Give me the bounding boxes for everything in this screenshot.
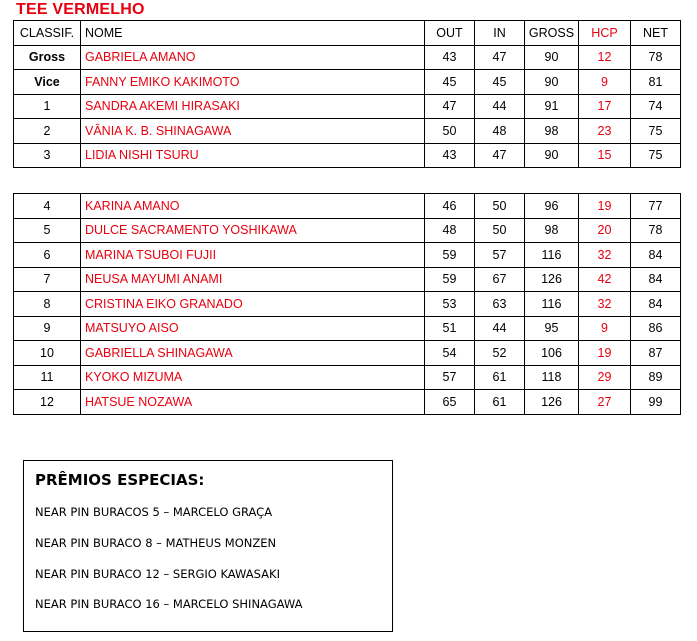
cell-classif: 8 xyxy=(14,292,81,317)
cell-net: 75 xyxy=(631,143,681,168)
header-gross: GROSS xyxy=(525,21,579,46)
cell-gross: 90 xyxy=(525,70,579,95)
prizes-title: PRÊMIOS ESPECIAS: xyxy=(35,471,205,489)
header-nome: NOME xyxy=(81,21,425,46)
header-hcp: HCP xyxy=(579,21,631,46)
cell-in: 44 xyxy=(475,316,525,341)
cell-in: 44 xyxy=(475,94,525,119)
cell-out: 45 xyxy=(425,70,475,95)
cell-hcp: 19 xyxy=(579,194,631,219)
cell-classif: 2 xyxy=(14,119,81,144)
cell-out: 43 xyxy=(425,143,475,168)
cell-gross: 90 xyxy=(525,143,579,168)
cell-out: 57 xyxy=(425,365,475,390)
cell-in: 57 xyxy=(475,243,525,268)
cell-classif: 10 xyxy=(14,341,81,366)
cell-nome: LIDIA NISHI TSURU xyxy=(81,143,425,168)
cell-gross: 91 xyxy=(525,94,579,119)
cell-gross: 116 xyxy=(525,292,579,317)
table-row xyxy=(14,94,681,119)
cell-hcp: 42 xyxy=(579,267,631,292)
cell-nome: VÂNIA K. B. SHINAGAWA xyxy=(81,119,425,144)
cell-hcp: 32 xyxy=(579,243,631,268)
cell-nome: MARINA TSUBOI FUJII xyxy=(81,243,425,268)
cell-gross: 98 xyxy=(525,218,579,243)
cell-net: 89 xyxy=(631,365,681,390)
cell-gross: 96 xyxy=(525,194,579,219)
cell-in: 67 xyxy=(475,267,525,292)
cell-classif: 11 xyxy=(14,365,81,390)
cell-in: 45 xyxy=(475,70,525,95)
cell-nome: DULCE SACRAMENTO YOSHIKAWA xyxy=(81,218,425,243)
cell-in: 50 xyxy=(475,194,525,219)
table-row xyxy=(14,45,681,70)
cell-net: 81 xyxy=(631,70,681,95)
cell-nome: CRISTINA EIKO GRANADO xyxy=(81,292,425,317)
cell-net: 74 xyxy=(631,94,681,119)
cell-nome: NEUSA MAYUMI ANAMI xyxy=(81,267,425,292)
cell-classif: 3 xyxy=(14,143,81,168)
cell-nome: SANDRA AKEMI HIRASAKI xyxy=(81,94,425,119)
table-row xyxy=(14,119,681,144)
cell-net: 84 xyxy=(631,243,681,268)
cell-out: 47 xyxy=(425,94,475,119)
cell-out: 50 xyxy=(425,119,475,144)
page-title: TEE VERMELHO xyxy=(16,1,145,18)
header-net: NET xyxy=(631,21,681,46)
prize-item: NEAR PIN BURACO 8 – MATHEUS MONZEN xyxy=(35,536,277,550)
cell-nome: GABRIELA AMANO xyxy=(81,45,425,70)
cell-hcp: 27 xyxy=(579,390,631,415)
cell-hcp: 12 xyxy=(579,45,631,70)
table-row xyxy=(14,143,681,168)
cell-out: 53 xyxy=(425,292,475,317)
cell-nome: KARINA AMANO xyxy=(81,194,425,219)
table-row xyxy=(14,341,681,366)
header-classif: CLASSIF. xyxy=(14,21,81,46)
cell-net: 77 xyxy=(631,194,681,219)
cell-hcp: 9 xyxy=(579,316,631,341)
cell-gross: 106 xyxy=(525,341,579,366)
cell-nome: HATSUE NOZAWA xyxy=(81,390,425,415)
table-row xyxy=(14,218,681,243)
cell-nome: FANNY EMIKO KAKIMOTO xyxy=(81,70,425,95)
cell-in: 61 xyxy=(475,390,525,415)
cell-out: 54 xyxy=(425,341,475,366)
cell-hcp: 17 xyxy=(579,94,631,119)
cell-hcp: 15 xyxy=(579,143,631,168)
cell-out: 59 xyxy=(425,243,475,268)
cell-out: 51 xyxy=(425,316,475,341)
cell-net: 87 xyxy=(631,341,681,366)
cell-net: 86 xyxy=(631,316,681,341)
cell-gross: 118 xyxy=(525,365,579,390)
cell-net: 99 xyxy=(631,390,681,415)
cell-nome: KYOKO MIZUMA xyxy=(81,365,425,390)
table-row xyxy=(14,243,681,268)
cell-in: 63 xyxy=(475,292,525,317)
results-table-rest xyxy=(13,193,681,415)
cell-net: 78 xyxy=(631,45,681,70)
cell-classif: 12 xyxy=(14,390,81,415)
cell-hcp: 20 xyxy=(579,218,631,243)
cell-out: 43 xyxy=(425,45,475,70)
cell-classif: 6 xyxy=(14,243,81,268)
special-prizes-box xyxy=(23,460,393,632)
cell-hcp: 9 xyxy=(579,70,631,95)
cell-classif: Vice xyxy=(14,70,81,95)
cell-net: 75 xyxy=(631,119,681,144)
prize-item: NEAR PIN BURACOS 5 – MARCELO GRAÇA xyxy=(35,505,273,519)
header-in: IN xyxy=(475,21,525,46)
prize-item: NEAR PIN BURACO 12 – SERGIO KAWASAKI xyxy=(35,567,280,581)
cell-nome: GABRIELLA SHINAGAWA xyxy=(81,341,425,366)
cell-gross: 98 xyxy=(525,119,579,144)
cell-hcp: 32 xyxy=(579,292,631,317)
table-row xyxy=(14,267,681,292)
cell-hcp: 23 xyxy=(579,119,631,144)
cell-nome: MATSUYO AISO xyxy=(81,316,425,341)
cell-classif: 7 xyxy=(14,267,81,292)
cell-in: 47 xyxy=(475,143,525,168)
cell-out: 65 xyxy=(425,390,475,415)
cell-in: 52 xyxy=(475,341,525,366)
cell-gross: 95 xyxy=(525,316,579,341)
cell-hcp: 29 xyxy=(579,365,631,390)
cell-classif: 1 xyxy=(14,94,81,119)
cell-classif: 4 xyxy=(14,194,81,219)
cell-out: 59 xyxy=(425,267,475,292)
prize-item: NEAR PIN BURACO 16 – MARCELO SHINAGAWA xyxy=(35,597,303,611)
cell-net: 84 xyxy=(631,267,681,292)
cell-gross: 90 xyxy=(525,45,579,70)
table-row xyxy=(14,390,681,415)
table-row xyxy=(14,194,681,219)
results-table-top xyxy=(13,20,681,168)
cell-classif: Gross xyxy=(14,45,81,70)
cell-classif: 5 xyxy=(14,218,81,243)
table-row xyxy=(14,70,681,95)
cell-net: 84 xyxy=(631,292,681,317)
header-out: OUT xyxy=(425,21,475,46)
cell-in: 50 xyxy=(475,218,525,243)
cell-gross: 116 xyxy=(525,243,579,268)
cell-in: 48 xyxy=(475,119,525,144)
cell-classif: 9 xyxy=(14,316,81,341)
cell-hcp: 19 xyxy=(579,341,631,366)
table-row xyxy=(14,316,681,341)
cell-gross: 126 xyxy=(525,267,579,292)
cell-in: 61 xyxy=(475,365,525,390)
cell-gross: 126 xyxy=(525,390,579,415)
cell-out: 46 xyxy=(425,194,475,219)
cell-net: 78 xyxy=(631,218,681,243)
table-row xyxy=(14,292,681,317)
header-row xyxy=(14,21,681,46)
cell-in: 47 xyxy=(475,45,525,70)
cell-out: 48 xyxy=(425,218,475,243)
table-row xyxy=(14,365,681,390)
